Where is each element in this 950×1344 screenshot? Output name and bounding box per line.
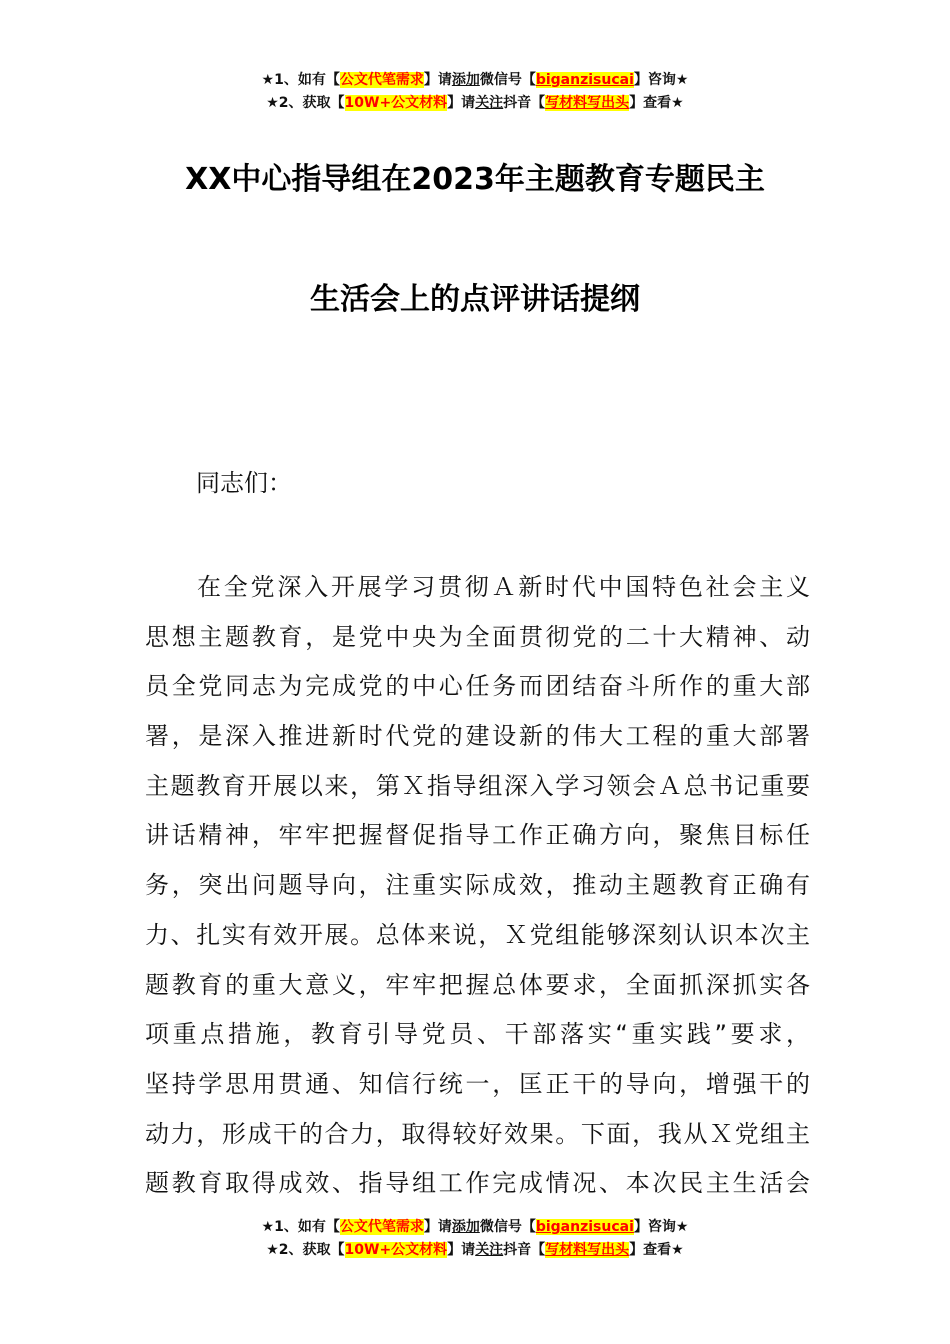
- header-banner: [0, 69, 950, 115]
- paragraph-line: 主题教育开展以来，第Ｘ指导组深入学习领会Ａ总书记重要: [145, 771, 810, 800]
- wechat-id: biganzisucai: [535, 1219, 634, 1235]
- banner-text: 抖音【: [503, 1242, 546, 1258]
- paragraph-line: 思想主题教育，是党中央为全面贯彻党的二十大精神、动: [145, 622, 810, 651]
- greeting: 同志们：: [196, 469, 292, 497]
- paragraph-line: 讲话精神，牢牢把握督促指导工作正确方向，聚焦目标任: [145, 821, 810, 850]
- banner-text: 抖音【: [503, 95, 546, 111]
- banner-text: 】请: [423, 1219, 452, 1235]
- underlined-text: 添加: [451, 72, 480, 88]
- paragraph-line: 题教育的重大意义，牢牢把握总体要求，全面抓深抓实各: [145, 970, 810, 999]
- banner-line-1: [0, 69, 950, 92]
- banner-text: ★1、如有【: [261, 1219, 340, 1235]
- underlined-text: 关注: [475, 95, 504, 111]
- banner-text: 】请: [423, 72, 452, 88]
- douyin-account: 写材料写出头: [545, 95, 630, 111]
- banner-line-2: [0, 92, 950, 115]
- banner-text: ★2、获取【: [266, 95, 345, 111]
- paragraph-line: 力、扎实有效开展。总体来说，Ｘ党组能够深刻认识本次主: [145, 920, 810, 949]
- highlight-materials: 10W+公文材料: [344, 95, 448, 111]
- banner-text: 】咨询★: [633, 72, 689, 88]
- document-title-line-2: 生活会上的点评讲话提纲: [310, 282, 640, 317]
- paragraph-line: 务，突出问题导向，注重实际成效，推动主题教育正确有: [145, 871, 810, 900]
- douyin-account: 写材料写出头: [545, 1242, 630, 1258]
- paragraph-line: 题教育取得成效、指导组工作完成情况、本次民主生活会: [145, 1169, 810, 1198]
- banner-text: 】咨询★: [633, 1219, 689, 1235]
- paragraph-line: 项重点措施，教育引导党员、干部落实“重实践”要求，: [145, 1020, 810, 1049]
- paragraph-line: 员全党同志为完成党的中心任务而团结奋斗所作的重大部: [145, 672, 810, 701]
- paragraph-line: 坚持学思用贯通、知信行统一，匡正干的导向，增强干的: [145, 1069, 810, 1098]
- highlight-service: 公文代笔需求: [339, 1219, 424, 1235]
- highlight-materials: 10W+公文材料: [344, 1242, 448, 1258]
- banner-text: 】请: [447, 95, 476, 111]
- banner-text: ★2、获取【: [266, 1242, 345, 1258]
- banner-text: ★1、如有【: [261, 72, 340, 88]
- banner-text: 】查看★: [629, 95, 684, 111]
- underlined-text: 添加: [451, 1219, 480, 1235]
- banner-text: 微信号【: [479, 72, 536, 88]
- document-title-line-1: XX中心指导组在2023年主题教育专题民主: [185, 162, 765, 197]
- paragraph-line: 在全党深入开展学习贯彻Ａ新时代中国特色社会主义: [197, 573, 810, 601]
- banner-line-1: [0, 1216, 950, 1239]
- highlight-service: 公文代笔需求: [339, 72, 424, 88]
- paragraph-line: 动力，形成干的合力，取得较好效果。下面，我从Ｘ党组主: [145, 1119, 810, 1148]
- banner-text: 】查看★: [629, 1242, 684, 1258]
- banner-line-2: [0, 1239, 950, 1262]
- banner-text: 微信号【: [479, 1219, 536, 1235]
- underlined-text: 关注: [475, 1242, 504, 1258]
- footer-banner: [0, 1216, 950, 1262]
- paragraph-line: 署，是深入推进新时代党的建设新的伟大工程的重大部署: [145, 722, 810, 751]
- body-paragraph: [145, 563, 810, 1209]
- wechat-id: biganzisucai: [535, 72, 634, 88]
- banner-text: 】请: [447, 1242, 476, 1258]
